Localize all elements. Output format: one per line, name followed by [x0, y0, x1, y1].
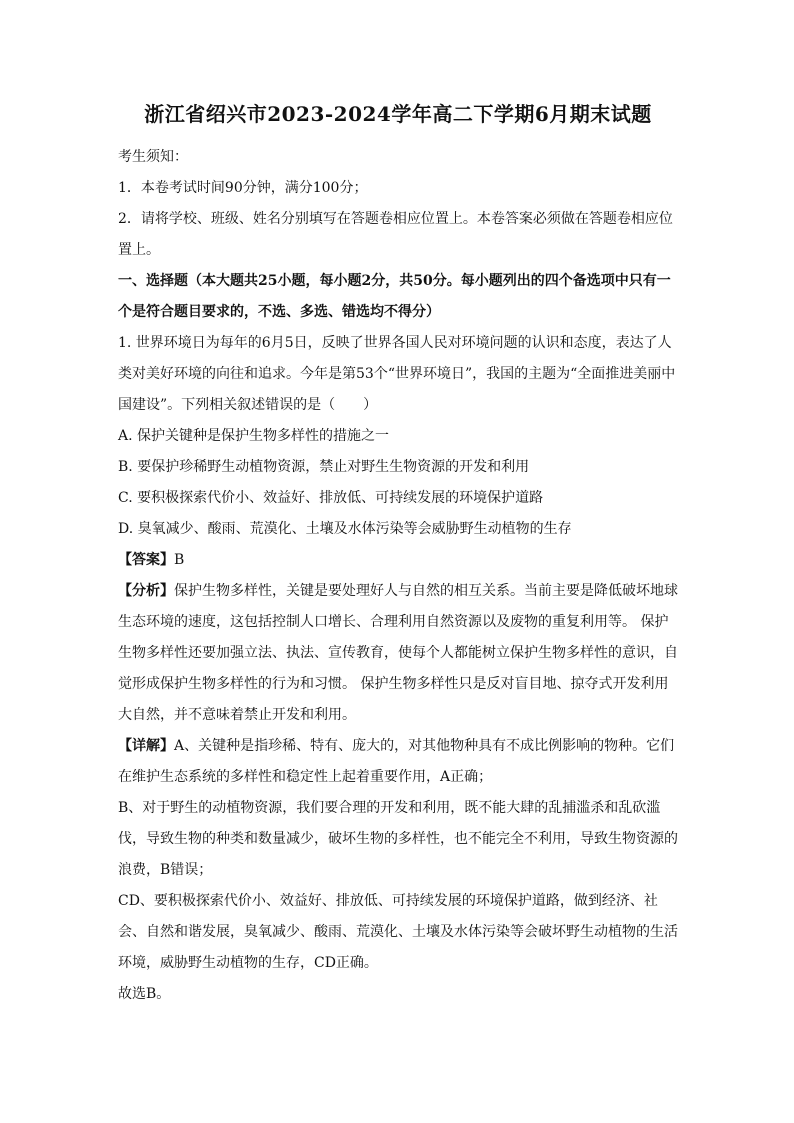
question-stem: 1. 世界环境日为每年的6月5日，反映了世界各国人民对环境问题的认识和态度，表达了人类对美好环境的向往和追求。今年是第53个“世界环境日”，我国的主题为“全面推进美丽中国建设”。下列相关叙述错误的是（ ） — [118, 335, 676, 413]
option-c: C. 要积极探索代价小、效益好、排放低、可持续发展的环境保护道路 — [118, 490, 544, 506]
detail-text: A、关键种是指珍稀、特有、庞大的，对其他物种具有不成比例影响的物种。它们在维护生态系统的多样性和稳定性上起着重要作用，A正确； — [118, 738, 675, 785]
analysis-text: 保护生物多样性，关键是要处理好人与自然的相互关系。当前主要是降低破坏地球生态环境的速度，这包括控制人口增长、合理利用自然资源以及废物的重复利用等。 保护生物多样性还要加强立法、执法、宣传教育，使每个人都能树立保护生物多样性的意识，自觉形成保护生物多样性的行为和习惯。 保护生物多样性只是反对盲目地、掠夺式开发利用大自然，并不意味着禁止开发和利用。 — [118, 583, 678, 723]
conclusion-line: 故选B。 — [118, 986, 171, 1002]
analysis-paragraph — [118, 576, 678, 731]
notice-item: 1．本卷考试时间90分钟，满分100分； — [118, 180, 368, 196]
detail-label: 【详解】 — [118, 738, 174, 754]
notice-item: 2．请将学校、班级、姓名分别填写在答题卷相应位置上。本卷答案必须做在答题卷相应位置上。 — [118, 211, 673, 258]
option-d: D. 臭氧减少、酸雨、荒漠化、土壤及水体污染等会威胁野生动植物的生存 — [118, 521, 572, 537]
section-heading: 一、选择题（本大题共25小题，每小题2分，共50分。每小题列出的四个备选项中只有一个是符合题目要求的，不选、多选、错选均不得分） — [118, 273, 671, 320]
detail-paragraph — [118, 731, 678, 793]
detail-paragraph: CD、要积极探索代价小、效益好、排放低、可持续发展的环境保护道路，做到经济、社会、自然和谐发展，臭氧减少、酸雨、荒漠化、土壤及水体污染等会破坏野生动植物的生活环境，威胁野生动植物的生存，CD正确。 — [118, 893, 678, 971]
document-page — [118, 100, 678, 1010]
option-b: B. 要保护珍稀野生动植物资源，禁止对野生生物资源的开发和利用 — [118, 459, 530, 475]
answer-line — [118, 545, 678, 576]
analysis-label: 【分析】 — [118, 583, 174, 599]
detail-paragraph: B、对于野生的动植物资源，我们要合理的开发和利用，既不能大肆的乱捕滥杀和乱砍滥伐，导致生物的种类和数量减少，破坏生物的多样性，也不能完全不利用，导致生物资源的浪费，B错误； — [118, 800, 678, 878]
option-a: A. 保护关键种是保护生物多样性的措施之一 — [118, 428, 390, 444]
document-title: 浙江省绍兴市2023-2024学年高二下学期6月期末试题 — [144, 102, 652, 126]
answer-label: 【答案】 — [118, 552, 174, 568]
notice-heading: 考生须知： — [118, 149, 188, 165]
answer-value: B — [174, 552, 185, 568]
